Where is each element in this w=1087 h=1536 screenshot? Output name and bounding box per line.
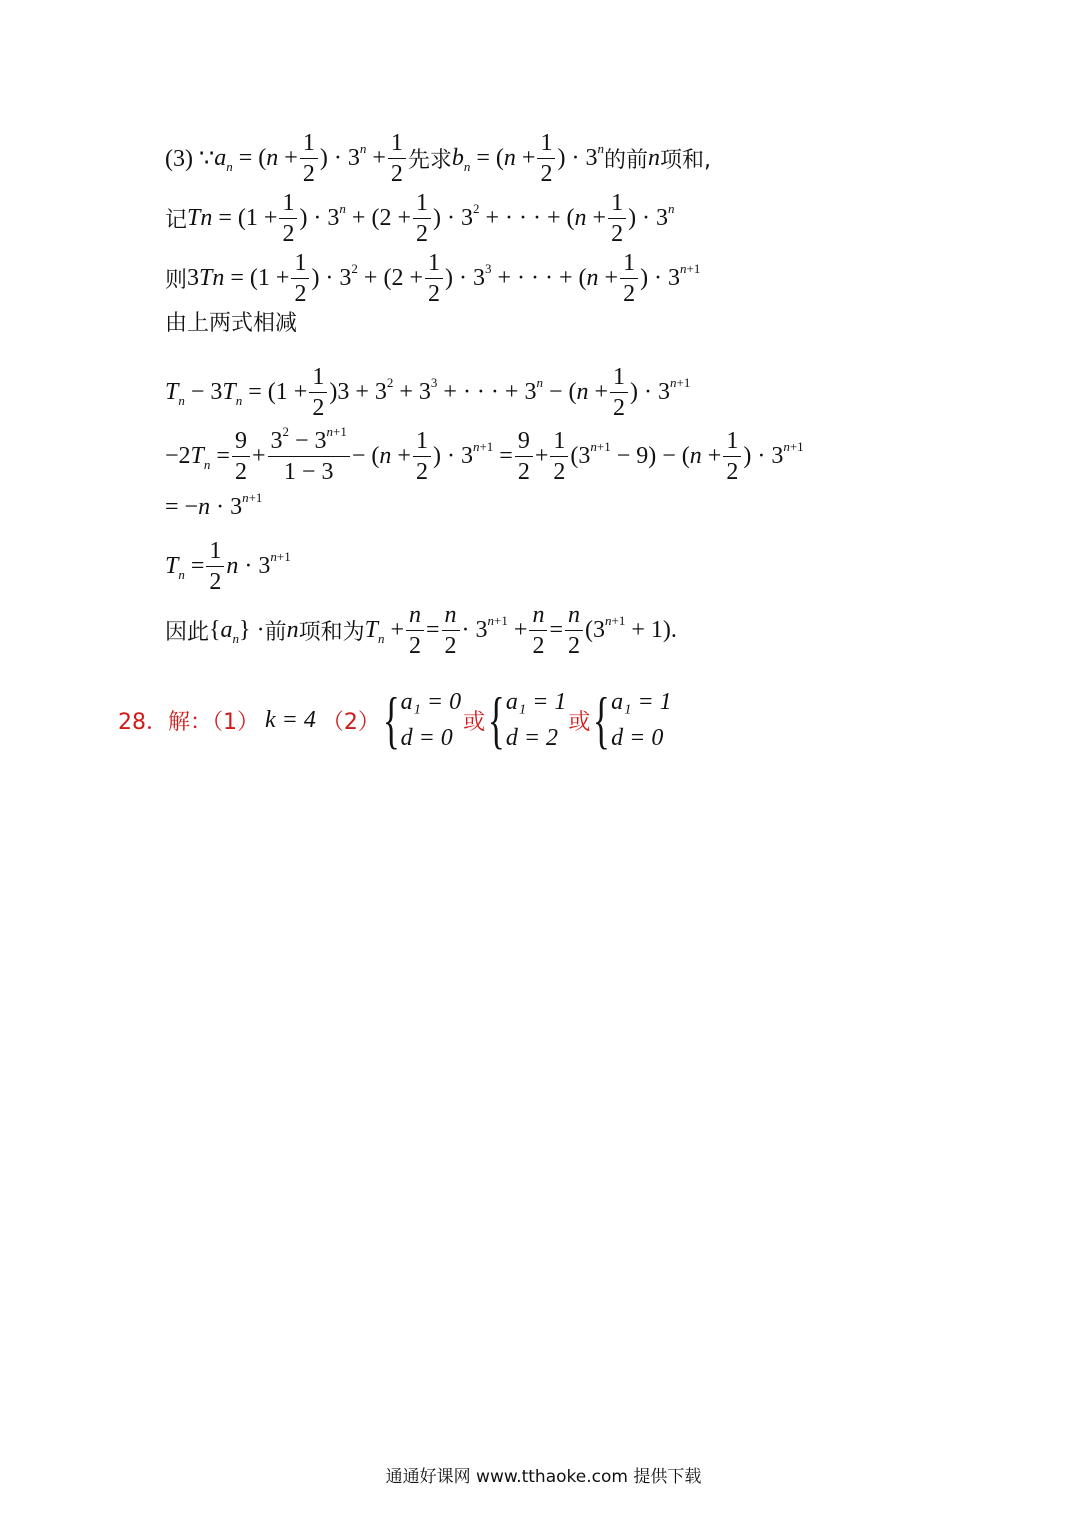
footer-credit: 通通好课网 www.tthaoke.com 提供下载 (385, 1467, 702, 1487)
or-word: 或 (463, 709, 486, 735)
fraction: $\frac{9}{2}$ (515, 426, 533, 487)
equation-line-3: 则 3Tn = (1 + $\frac{1}{2}$ ) · $3^2 + (2$ + $\frac{1}{2}$ ) · $3^3$ + · · · + (n + $\frac{1}{2}$ ) · $3^{n+1}$ (165, 250, 701, 307)
fraction: $\frac{3^2 - 3^{n+1}}{1 - 3}$ (268, 426, 350, 487)
fraction: $\frac{1}{2}$ (388, 128, 406, 189)
fraction: $\frac{1}{2}$ (550, 426, 568, 487)
fraction: $\frac{1}{2}$ (723, 426, 741, 487)
equation-line-2: 记 Tn = (1 + $\frac{1}{2}$ ) · $3^n + (2$ + $\frac{1}{2}$ ) · $3^2$ + · · · + (n + $\frac{1}{2}$ ) · $3^n$ (165, 190, 675, 247)
subtract-note: 由上两式相减 (165, 311, 298, 336)
conclusion-label: 因此 (165, 620, 210, 645)
fraction: $\frac{1}{2}$ (413, 426, 431, 487)
part3-prefix: (3) ∵ (165, 146, 215, 172)
answer-system-2: { a₁ = 1 d = 2 (488, 684, 567, 755)
part2-label: （2） (321, 709, 380, 735)
equation-line-6: $-2T_n$ = $\frac{9}{2}$ + $\frac{3^2 - 3^{n+1}}{1 - 3}$ − (n + $\frac{1}{2}$ ) · $3^{n+1}$ = $\frac{9}{2}$ + $\frac{1}{2}$ $(3^{n+1} - 9) - (n$ + $\frac{1}{2}$ ) · $3^{n+1}$ (165, 424, 804, 485)
fraction: $\frac{1}{2}$ (610, 362, 628, 423)
conclusion-mid: 前 (264, 620, 287, 645)
fraction: $\frac{1}{2}$ (309, 362, 327, 423)
answer-system-1: { a₁ = 0 d = 0 (382, 684, 462, 755)
part1-answer: k = 4 (265, 706, 316, 733)
equation-line-7: = $-n \cdot 3^{n+1}$ (165, 490, 263, 520)
equation-line-1: (3) ∵ $a_n = (n$ + $\frac{1}{2}$ ) · $3^n$ + $\frac{1}{2}$ 先求 $b_n = (n$ + $\frac{1}{2}$ ) · $3^n$ 的前 n 项和, (165, 130, 711, 187)
fraction: $\frac{n}{2}$ (442, 600, 460, 661)
fraction: $\frac{1}{2}$ (291, 248, 309, 309)
fraction: $\frac{1}{2}$ (206, 536, 224, 597)
fraction: $\frac{1}{2}$ (413, 188, 431, 249)
equation-line-8: $T_n$ = $\frac{1}{2}$ $n \cdot 3^{n+1}$ (165, 538, 291, 595)
fraction: $\frac{9}{2}$ (232, 426, 250, 487)
fraction: $\frac{n}{2}$ (406, 600, 424, 661)
problem-28-label: 28．解：（1） (118, 709, 259, 735)
line1-suffix-end: 项和, (659, 148, 711, 173)
fraction: $\frac{1}{2}$ (537, 128, 555, 189)
answer-system-3: { a₁ = 1 d = 0 (593, 684, 672, 755)
fraction: $\frac{1}{2}$ (300, 128, 318, 189)
line1-n: n (647, 145, 660, 171)
or-word: 或 (568, 709, 591, 735)
fraction: $\frac{n}{2}$ (565, 600, 583, 661)
equation-line-5: $T_n - 3T_n = (1$ + $\frac{1}{2}$ )$3 + 3^2 + 3^3$ + · · · + $3^n - (n$ + $\frac{1}{2}$ ) · $3^{n+1}$ (165, 364, 691, 421)
line3-label: 则 (165, 268, 188, 293)
conclusion-mid2: 项和为 (298, 620, 365, 645)
line2-label: 记 (165, 208, 188, 233)
problem-28-answer (118, 684, 674, 756)
fraction: $\frac{1}{2}$ (279, 188, 297, 249)
fraction: $\frac{1}{2}$ (620, 248, 638, 309)
line1-mid-text: 先求 (407, 148, 452, 173)
line1-suffix-text: 的前 (603, 148, 648, 173)
fraction: $\frac{1}{2}$ (608, 188, 626, 249)
fraction: $\frac{n}{2}$ (529, 600, 547, 661)
fraction: $\frac{1}{2}$ (425, 248, 443, 309)
conclusion-line: 因此 $\{a_n\}$ · 前 n 项和为 $T_n$ + $\frac{n}{2}$ = $\frac{n}{2}$ · $3^{n+1}$ + $\frac{n}{2}$ = $\frac{n}{2}$ $(3^{n+1} + 1)$. (165, 602, 677, 659)
